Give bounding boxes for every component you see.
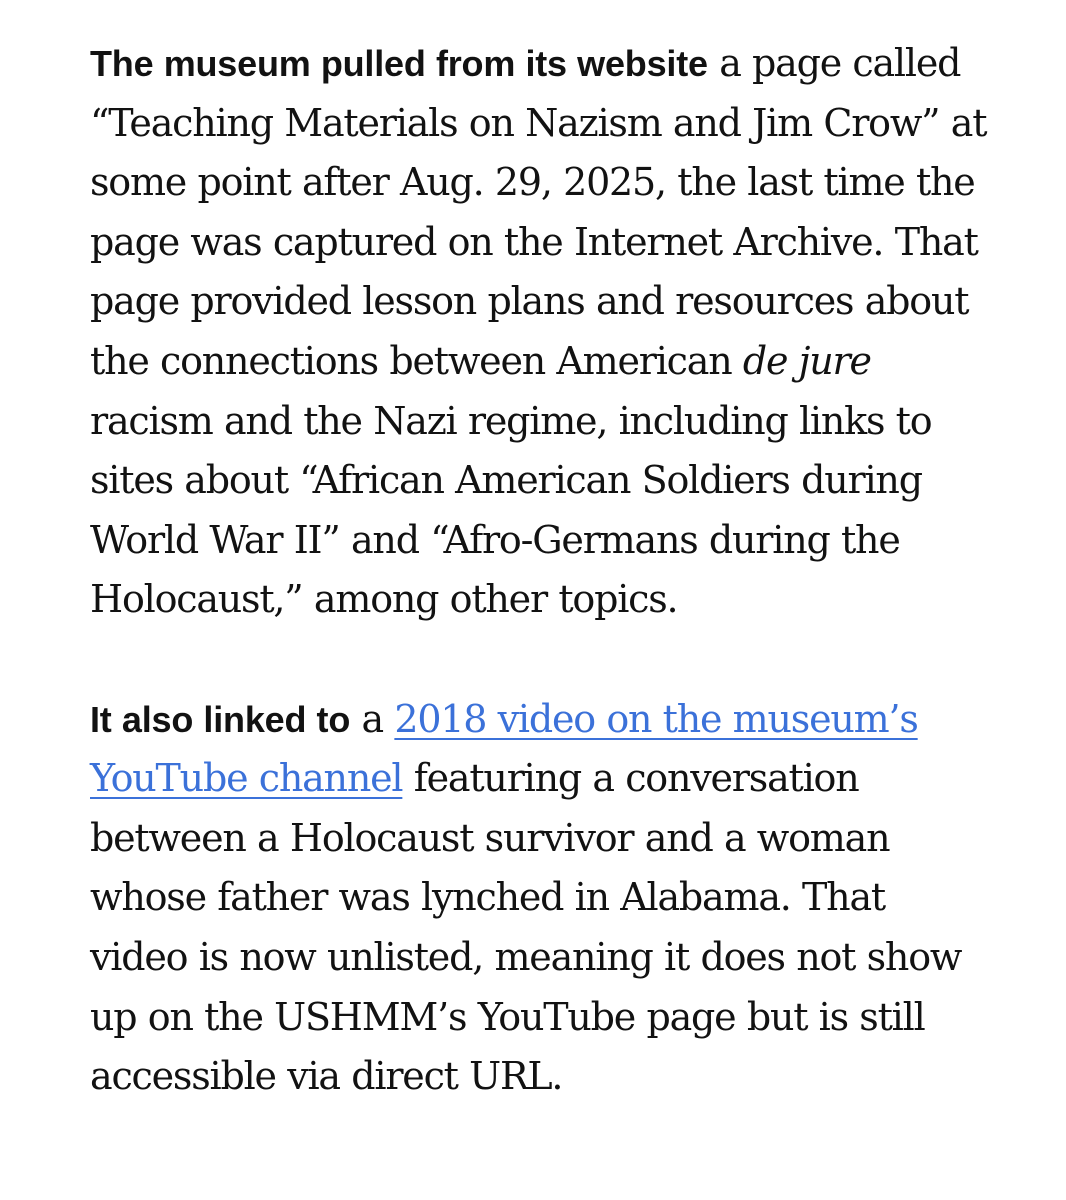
youtube-video-link[interactable]: 2018 video on the museum’s YouTube channel bbox=[90, 696, 918, 801]
paragraph-text: featuring a conversation between a Holocaust survivor and a woman whose father was lynched in Alabama. That video is now unlisted, meaning it does not show up on the USHMM’s YouTube page but is still accessible via direct URL. bbox=[90, 756, 962, 1099]
paragraph-text: racism and the Nazi regime, including links to sites about “African American Soldiers during World War II” and “Afro-Germans during the Holocaust,” among other topics. bbox=[90, 398, 932, 622]
italic-term: de jure bbox=[742, 338, 871, 383]
article-paragraph-1 bbox=[90, 34, 990, 630]
paragraph-lead-in: The museum pulled from its website bbox=[90, 43, 708, 84]
paragraph-lead-in: It also linked to bbox=[90, 698, 351, 740]
article-paragraph-2 bbox=[90, 690, 990, 1107]
paragraph-text: a page called “Teaching Materials on Nazism and Jim Crow” at some point after Aug. 29, 2025, the last time the page was captured on the Internet Archive. That page provided lesson plans and resources about the connections between American bbox=[90, 41, 987, 383]
article-body bbox=[90, 34, 990, 1107]
paragraph-text: a bbox=[350, 696, 395, 741]
